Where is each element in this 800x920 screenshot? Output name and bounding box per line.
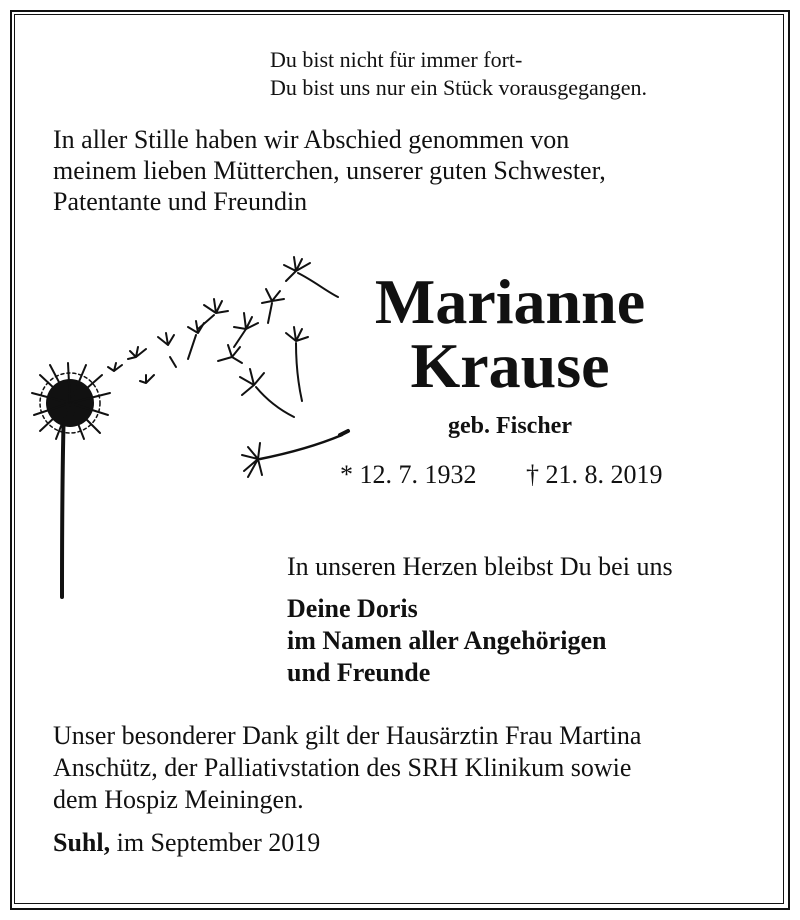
motto-line-1: Du bist nicht für immer fort- bbox=[270, 47, 523, 72]
birth-date: * 12. 7. 1932 bbox=[340, 460, 477, 489]
intro-line-1: In aller Stille haben wir Abschied genommen von bbox=[53, 125, 570, 154]
birth-name: geb. Fischer bbox=[448, 413, 572, 439]
thanks-line-1: Unser besonderer Dank gilt der Hausärztin Frau Martina bbox=[53, 721, 642, 750]
date-text: im September 2019 bbox=[116, 828, 321, 857]
place-and-date bbox=[53, 828, 320, 858]
dandelion-head bbox=[32, 363, 110, 439]
motto-line-2: Du bist uns nur ein Stück vorausgegangen. bbox=[270, 75, 647, 100]
signature-line-2: im Namen aller Angehörigen bbox=[287, 626, 607, 655]
remembrance-line: In unseren Herzen bleibst Du bei uns bbox=[287, 552, 673, 581]
death-date: † 21. 8. 2019 bbox=[526, 460, 663, 489]
signature-line-3: und Freunde bbox=[287, 658, 431, 687]
intro-line-3: Patentante und Freundin bbox=[53, 187, 308, 216]
signature-line-1: Deine Doris bbox=[287, 594, 418, 623]
thanks-text bbox=[53, 720, 641, 816]
deceased-last-name: Krause bbox=[410, 330, 610, 401]
place-name: Suhl, bbox=[53, 828, 111, 857]
intro-text bbox=[53, 124, 606, 217]
signature-block bbox=[287, 593, 606, 689]
flying-seeds bbox=[108, 257, 348, 477]
thanks-line-2: Anschütz, der Palliativstation des SRH Klinikum sowie bbox=[53, 753, 632, 782]
dandelion-stem bbox=[62, 405, 64, 597]
intro-line-2: meinem lieben Mütterchen, unserer guten Schwester, bbox=[53, 156, 606, 185]
thanks-line-3: dem Hospiz Meiningen. bbox=[53, 785, 304, 814]
deceased-first-name: Marianne bbox=[374, 266, 646, 337]
motto-verse bbox=[270, 46, 647, 102]
